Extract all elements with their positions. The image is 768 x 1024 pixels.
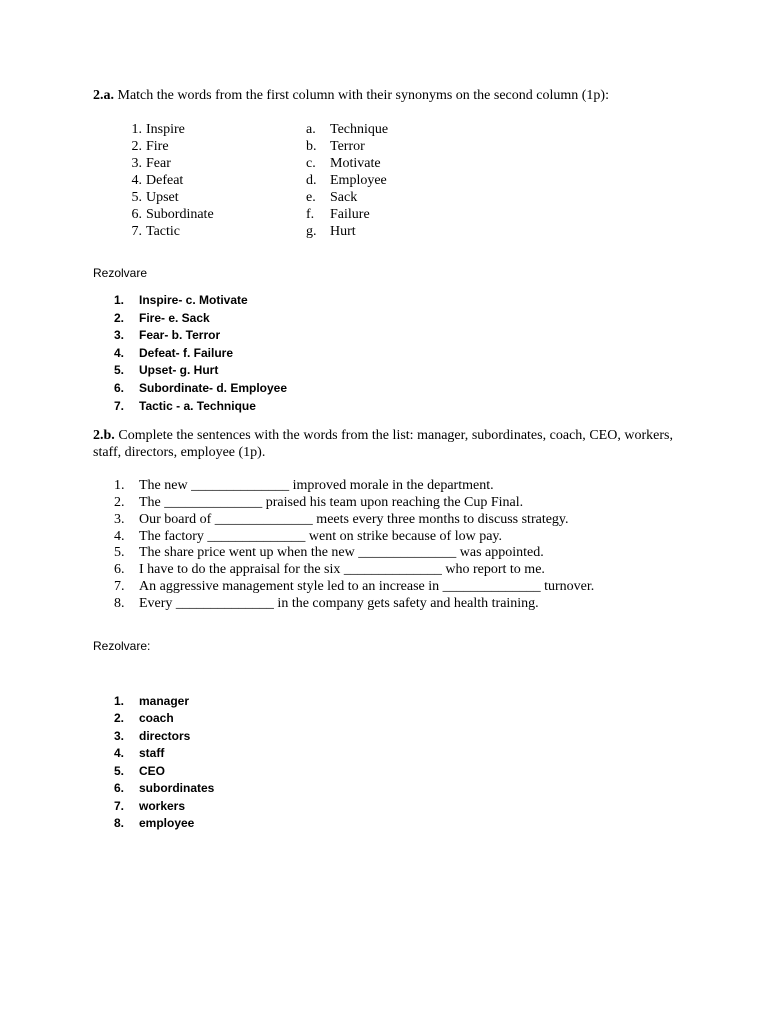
sentence-text: The new ______________ improved morale in the department. (139, 478, 494, 493)
synonym-letter: b. (306, 139, 317, 154)
word-number: 5. (131, 190, 142, 205)
synonym: Sack (330, 190, 358, 205)
word-number: 7. (131, 224, 142, 239)
list-text: staff (139, 746, 165, 760)
synonym-letter: a. (306, 122, 316, 137)
list-number: 2. (114, 711, 125, 725)
list-text: Fear- b. Terror (139, 328, 221, 342)
list-text: Tactic - a. Technique (139, 399, 256, 413)
sentence-text: Every ______________ in the company gets safety and health training. (139, 596, 539, 611)
sentence-text: The factory ______________ went on strike because of low pay. (139, 529, 502, 544)
list-number: 1. (114, 293, 125, 307)
list-number: 6. (114, 781, 125, 795)
list-text: CEO (139, 764, 166, 778)
synonym: Employee (330, 173, 387, 188)
word-number: 4. (131, 173, 142, 188)
word: Upset (146, 190, 179, 205)
list-text: manager (139, 694, 190, 708)
synonym: Technique (330, 122, 389, 137)
list-text: employee (139, 816, 195, 830)
list-text: subordinates (139, 781, 215, 795)
sentence-number: 3. (114, 512, 125, 527)
synonym-letter: e. (306, 190, 316, 205)
section-b-heading (93, 427, 673, 461)
sentence-number: 8. (114, 596, 125, 611)
word: Defeat (146, 173, 184, 188)
sentence-text: Our board of ______________ meets every three months to discuss strategy. (139, 512, 569, 527)
synonym-letter: d. (306, 173, 317, 188)
list-text: directors (139, 729, 191, 743)
section-a-heading (93, 88, 609, 104)
sentence-number: 6. (114, 562, 125, 577)
synonym: Hurt (330, 224, 356, 239)
list-text: Inspire- c. Motivate (139, 293, 248, 307)
sentence-number: 4. (114, 529, 125, 544)
word: Inspire (146, 122, 185, 137)
word: Tactic (146, 224, 180, 239)
list-number: 4. (114, 346, 125, 360)
word-number: 1. (131, 122, 142, 137)
sentence-text: An aggressive management style led to an increase in ______________ turnover. (139, 579, 595, 594)
solution-a-heading: Rezolvare (93, 266, 148, 280)
word-number: 6. (131, 207, 142, 222)
section-b-number: 2.b. (93, 428, 115, 443)
synonym: Motivate (330, 156, 381, 171)
list-number: 6. (114, 381, 125, 395)
synonym: Terror (330, 139, 365, 154)
sentence-number: 1. (114, 478, 125, 493)
sentence-text: The share price went up when the new ______________ was appointed. (139, 545, 544, 560)
sentence-number: 7. (114, 579, 125, 594)
section-b-instruction: Complete the sentences with the words from the list: manager, subordinates, coach, CEO, workers, staff, directors, employee (1p). (93, 428, 673, 460)
list-number: 4. (114, 746, 125, 760)
list-number: 1. (114, 694, 125, 708)
list-number: 7. (114, 399, 125, 413)
section-a-number: 2.a. (93, 88, 114, 103)
synonym-letter: c. (306, 156, 316, 171)
synonym-letter: g. (306, 224, 317, 239)
list-number: 5. (114, 363, 125, 377)
list-text: Defeat- f. Failure (139, 346, 234, 360)
sentence-number: 5. (114, 545, 125, 560)
list-number: 3. (114, 328, 125, 342)
list-text: Upset- g. Hurt (139, 363, 219, 377)
sentence-number: 2. (114, 495, 125, 510)
synonym: Failure (330, 207, 370, 222)
section-a-instruction: Match the words from the first column with their synonyms on the second column (1p): (117, 88, 609, 103)
list-text: coach (139, 711, 174, 725)
list-number: 3. (114, 729, 125, 743)
solution-b-heading: Rezolvare: (93, 639, 151, 653)
synonym-letter: f. (306, 207, 315, 222)
word: Fear (146, 156, 171, 171)
word: Subordinate (146, 207, 214, 222)
word-number: 3. (131, 156, 142, 171)
sentence-text: I have to do the appraisal for the six ______________ who report to me. (139, 562, 545, 577)
list-number: 8. (114, 816, 125, 830)
list-number: 2. (114, 311, 125, 325)
sentence-text: The ______________ praised his team upon reaching the Cup Final. (139, 495, 524, 510)
list-text: Subordinate- d. Employee (139, 381, 288, 395)
list-text: Fire- e. Sack (139, 311, 210, 325)
list-number: 7. (114, 799, 125, 813)
word: Fire (146, 139, 169, 154)
list-text: workers (139, 799, 186, 813)
list-number: 5. (114, 764, 125, 778)
word-number: 2. (131, 139, 142, 154)
